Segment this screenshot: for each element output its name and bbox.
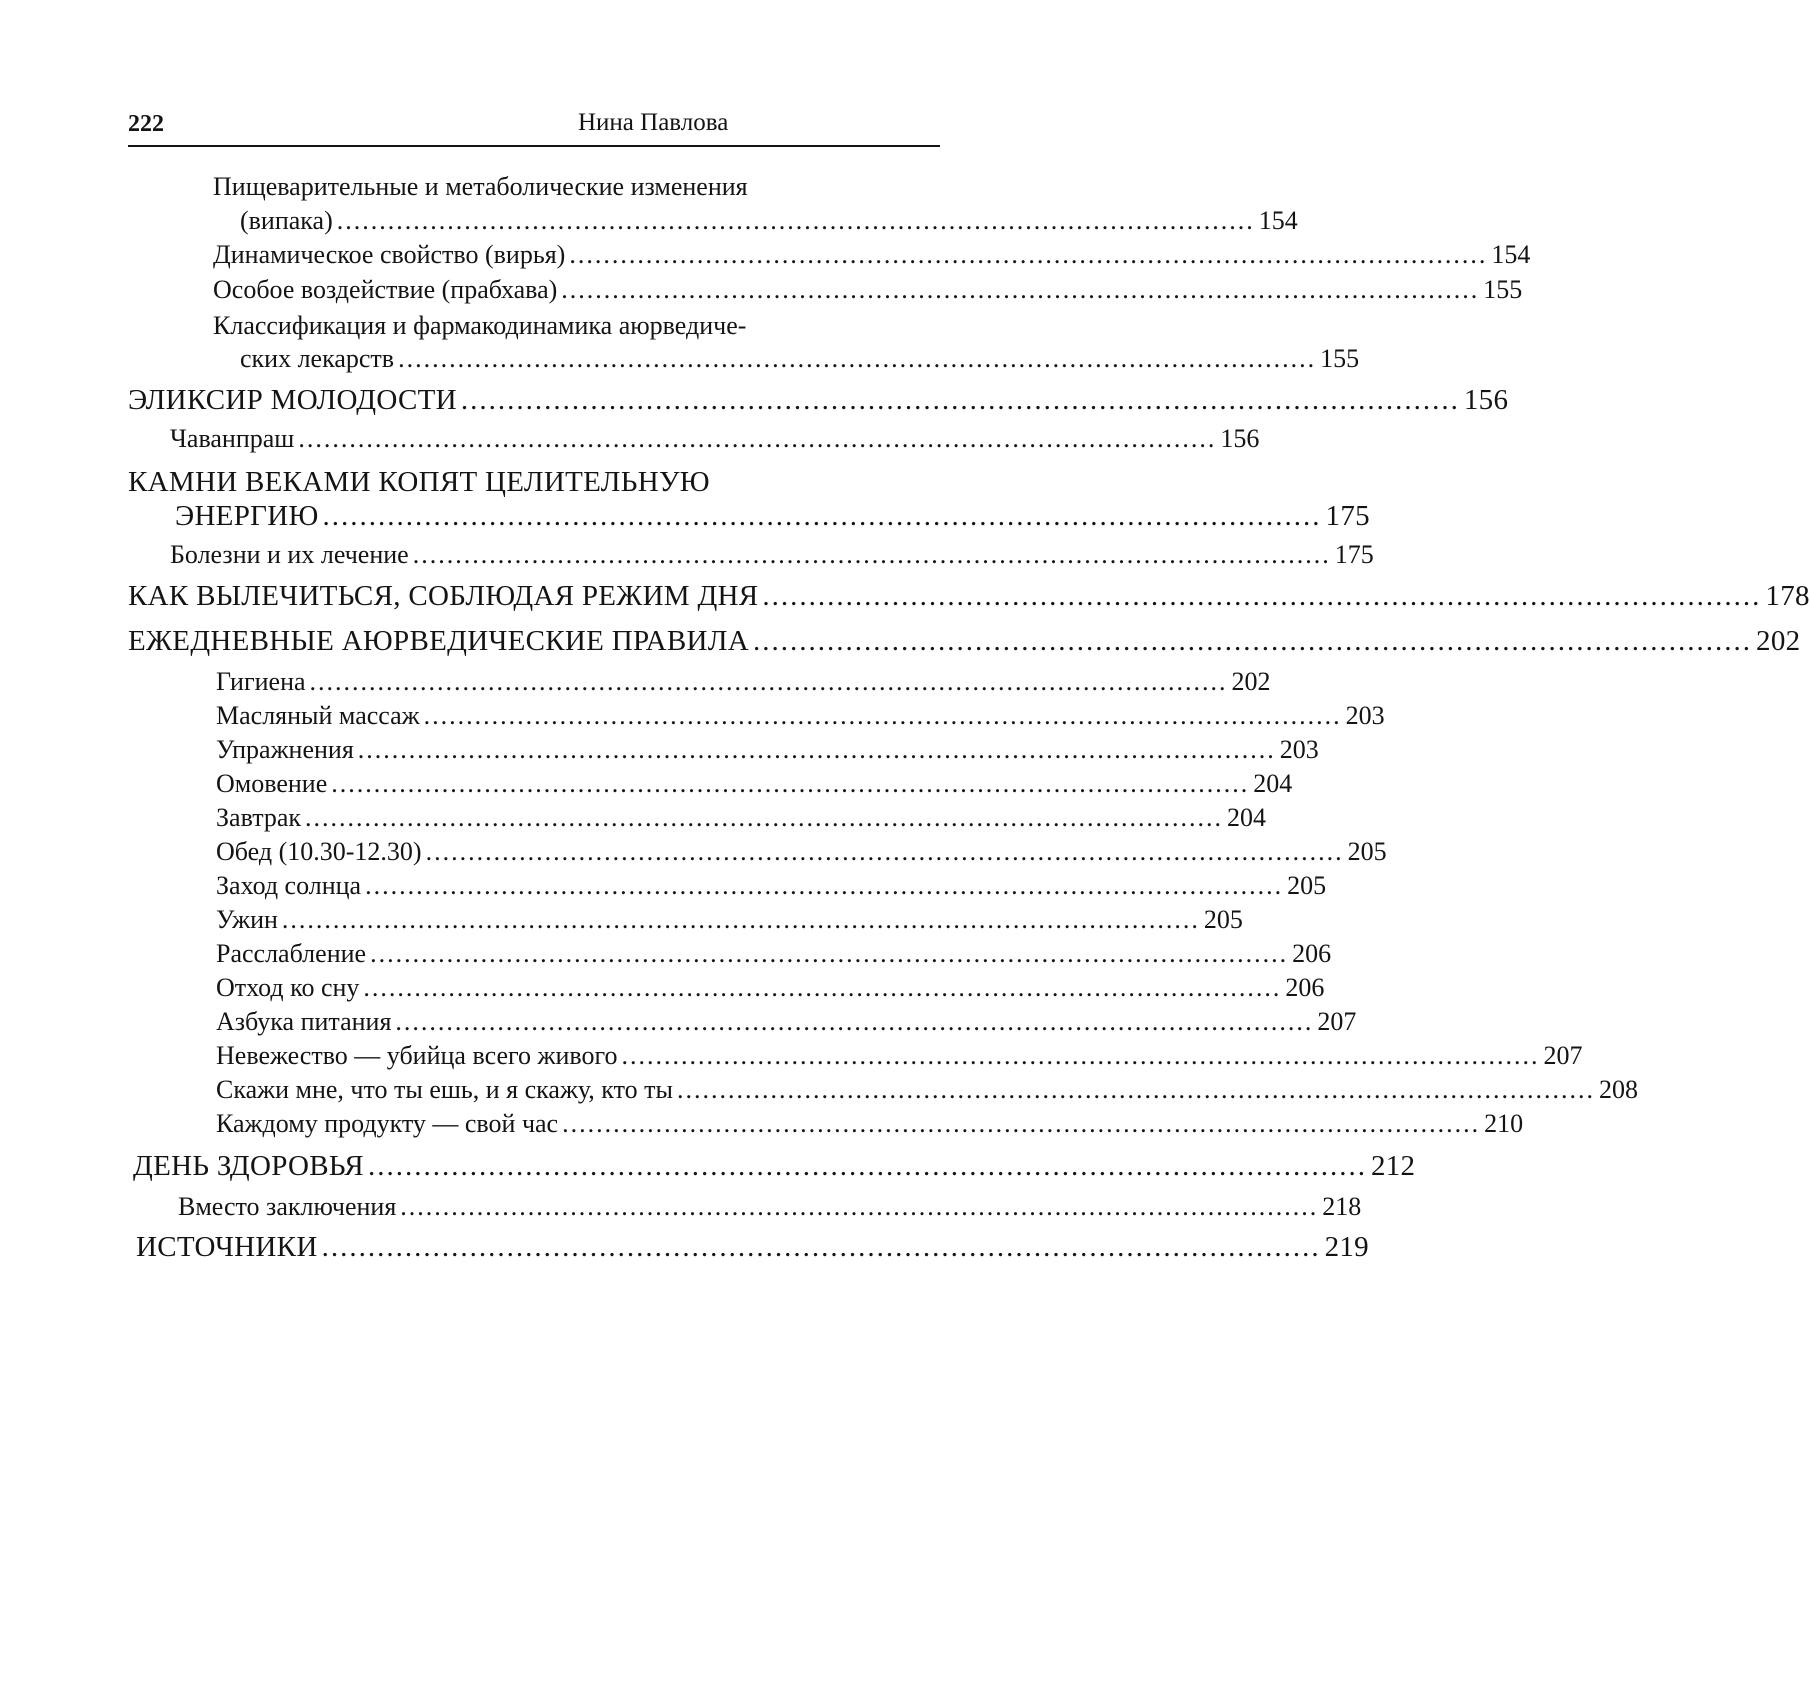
leader-dots: ............................................................................................................ (561, 275, 1480, 304)
toc-entry-exercises (216, 735, 1319, 765)
running-header (128, 105, 940, 147)
toc-entry-title: Гигиена (216, 667, 306, 696)
toc-entry-title: Болезни и их лечение (170, 540, 409, 569)
toc-entry-elixir (128, 384, 1509, 417)
leader-dots: ............................................................................................................ (357, 735, 1276, 764)
toc-entry-title: Заход солнца (216, 871, 362, 900)
toc-entry-page: 155 (1320, 344, 1360, 373)
toc-entry-page: 202 (1756, 625, 1801, 657)
leader-dots: ............................................................................................................ (395, 1007, 1314, 1036)
leader-dots: ............................................................................................................ (423, 701, 1342, 730)
toc-entry-page: 205 (1347, 837, 1387, 866)
toc-entry-classification-line1: Классификация и фармакодинамика аюрведиче- (213, 311, 747, 340)
toc-entry-title: Расслабление (216, 939, 367, 968)
leader-dots: ............................................................................................................ (753, 625, 1753, 657)
toc-entry-title: Завтрак (216, 803, 302, 832)
toc-entry-diseases (170, 540, 1374, 570)
toc-entry-title: Ужин (216, 905, 278, 934)
toc-entry-title: ЭЛИКСИР МОЛОДОСТИ (128, 384, 457, 416)
toc-entry-title: ЭНЕРГИЮ (175, 500, 319, 532)
toc-entry-prabhava (213, 275, 1523, 305)
toc-entry-sleep (216, 973, 1325, 1003)
toc-entry-title: Особое воздействие (прабхава) (213, 275, 558, 304)
toc-entry-title: Динамическое свойство (вирья) (213, 240, 566, 269)
leader-dots: ............................................................................................................ (336, 206, 1255, 235)
leader-dots: ............................................................................................................ (322, 500, 1322, 532)
toc-entry-relaxation (216, 939, 1332, 969)
toc-entry-lunch (216, 837, 1387, 867)
toc-entry-page: 155 (1483, 275, 1523, 304)
toc-entry-chavanprash (170, 424, 1260, 454)
leader-dots: ............................................................................................................ (309, 667, 1228, 696)
toc-entry-page: 204 (1253, 769, 1293, 798)
toc-entry-page: 175 (1325, 500, 1370, 532)
toc-entry-page: 206 (1285, 973, 1325, 1002)
toc-entry-title: Скажи мне, что ты ешь, и я скажу, кто ты (216, 1075, 673, 1104)
toc-entry-title: ДЕНЬ ЗДОРОВЬЯ (133, 1150, 364, 1182)
toc-entry-nutrition-abc (216, 1007, 1357, 1037)
leader-dots: ............................................................................................................ (363, 973, 1282, 1002)
leader-dots: ............................................................................................................ (298, 424, 1217, 453)
toc-entry-regime (128, 580, 1810, 613)
toc-entry-page: 205 (1203, 905, 1243, 934)
toc-entry-sunset (216, 871, 1327, 901)
toc-entry-title: ИСТОЧНИКИ (136, 1231, 318, 1263)
toc-entry-title: ских лекарств (240, 344, 395, 373)
toc-entry-title: Азбука питания (216, 1007, 392, 1036)
leader-dots: ............................................................................................................ (398, 344, 1317, 373)
toc-entry-vipaka-line1: Пищеварительные и метаболические изменения (213, 172, 748, 201)
toc-entry-hygiene (216, 667, 1271, 697)
toc-entry-page: 208 (1598, 1075, 1638, 1104)
toc-entry-page: 219 (1324, 1231, 1369, 1263)
toc-entry-health-day (133, 1150, 1416, 1183)
leader-dots: ............................................................................................................ (460, 384, 1460, 416)
leader-dots: ............................................................................................................ (562, 1109, 1481, 1138)
toc-entry-page: 218 (1322, 1192, 1362, 1221)
toc-entry-page: 203 (1345, 701, 1385, 730)
leader-dots: ............................................................................................................ (400, 1192, 1319, 1221)
toc-entry-instead-conclusion (178, 1192, 1362, 1222)
toc-entry-page: 154 (1491, 240, 1531, 269)
toc-entry-page: 175 (1334, 540, 1374, 569)
leader-dots: ............................................................................................................ (370, 939, 1289, 968)
leader-dots: ............................................................................................................ (425, 837, 1344, 866)
toc-entry-page: 212 (1370, 1150, 1416, 1182)
toc-entry-page: 156 (1220, 424, 1260, 453)
toc-entry-vipaka (240, 206, 1298, 236)
leader-dots: ............................................................................................................ (412, 540, 1331, 569)
toc-entry-breakfast (216, 803, 1267, 833)
toc-entry-title: КАК ВЫЛЕЧИТЬСЯ, СОБЛЮДАЯ РЕЖИМ ДНЯ (128, 580, 759, 612)
toc-entry-title: Вместо заключения (178, 1192, 397, 1221)
leader-dots: ............................................................................................................ (367, 1150, 1367, 1182)
toc-entry-title: Невежество — убийца всего живого (216, 1041, 618, 1070)
toc-entry-title: Масляный массаж (216, 701, 420, 730)
toc-entry-page: 154 (1258, 206, 1298, 235)
toc-entry-every-product (216, 1109, 1524, 1139)
toc-entry-title: Упражнения (216, 735, 354, 764)
toc-entry-page: 206 (1292, 939, 1332, 968)
leader-dots: ............................................................................................................ (365, 871, 1284, 900)
leader-dots: ............................................................................................................ (281, 905, 1200, 934)
toc-entry-daily-rules (128, 625, 1801, 658)
toc-entry-page: 210 (1484, 1109, 1524, 1138)
toc-entry-title: (випака) (240, 206, 333, 235)
leader-dots: ............................................................................................................ (621, 1041, 1540, 1070)
page-number: 222 (128, 111, 164, 137)
toc-entry-title: Омовение (216, 769, 328, 798)
toc-entry-page: 178 (1765, 580, 1810, 612)
leader-dots: ............................................................................................................ (676, 1075, 1595, 1104)
toc-entry-page: 156 (1463, 384, 1509, 416)
toc-entry-stones-line1: КАМНИ ВЕКАМИ КОПЯТ ЦЕЛИТЕЛЬНУЮ (128, 466, 710, 498)
toc-entry-sources (136, 1231, 1369, 1264)
leader-dots: ............................................................................................................ (762, 580, 1762, 612)
toc-entry-classification (240, 344, 1360, 374)
toc-entry-page: 204 (1227, 803, 1267, 832)
toc-entry-dinner (216, 905, 1243, 935)
toc-entry-title: Отход ко сну (216, 973, 360, 1002)
toc-entry-ablution (216, 769, 1293, 799)
toc-entry-page: 202 (1231, 667, 1271, 696)
toc-entry-oil-massage (216, 701, 1385, 731)
toc-entry-virya (213, 240, 1531, 270)
toc-entry-title: ЕЖЕДНЕВНЫЕ АЮРВЕДИЧЕСКИЕ ПРАВИЛА (128, 625, 750, 657)
leader-dots: ............................................................................................................ (321, 1231, 1321, 1263)
toc-entry-ignorance (216, 1041, 1583, 1071)
leader-dots: ............................................................................................................ (305, 803, 1224, 832)
toc-entry-tell-me (216, 1075, 1638, 1105)
toc-entry-page: 207 (1317, 1007, 1357, 1036)
toc-entry-title: Чаванпраш (170, 424, 295, 453)
running-header-author: Нина Павлова (578, 109, 729, 136)
leader-dots: ............................................................................................................ (331, 769, 1250, 798)
toc-entry-title: Обед (10.30-12.30) (216, 837, 422, 866)
toc-entry-title: Каждому продукту — свой час (216, 1109, 559, 1138)
toc-entry-page: 203 (1279, 735, 1319, 764)
leader-dots: ............................................................................................................ (569, 240, 1488, 269)
toc-entry-stones (175, 500, 1370, 533)
toc-entry-page: 205 (1287, 871, 1327, 900)
toc-entry-page: 207 (1543, 1041, 1583, 1070)
